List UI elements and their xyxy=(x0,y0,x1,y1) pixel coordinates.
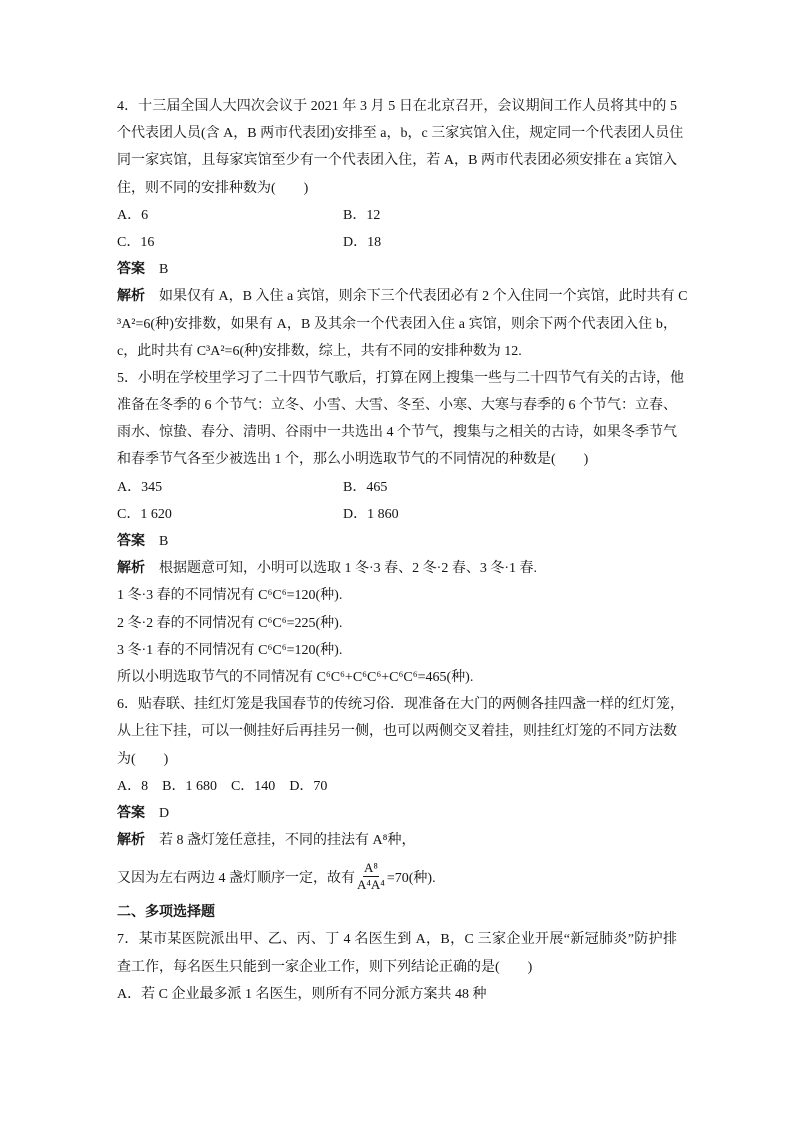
fraction-denominator: A⁴A⁴ xyxy=(357,877,385,893)
q6-stem-line: 为( ) xyxy=(117,751,169,767)
q5-analysis-line xyxy=(117,555,677,582)
answer-label: 答案 xyxy=(117,534,145,549)
analysis-label: 解析 xyxy=(117,561,145,577)
q6-option-b: B．1 680 xyxy=(162,778,217,794)
q5-stem-line: 准备在冬季的 6 个节气：立冬、小雪、大雪、冬至、小寒、大寒与春季的 6 个节气：立春、 xyxy=(117,398,677,414)
q6-analysis-fraction-line xyxy=(117,854,677,899)
fraction-prefix: 又因为左右两边 4 盏灯顺序一定，故有 xyxy=(117,870,355,886)
q4-answer xyxy=(117,256,677,283)
q5-analysis-line: 所以小明选取节气的不同情况有 C⁶C⁶+C⁶C⁶+C⁶C⁶=465(种). xyxy=(117,669,474,685)
q4-options-row xyxy=(117,202,677,229)
q7-option-a: A．若 C 企业最多派 1 名医生，则所有不同分派方案共 48 种 xyxy=(117,986,487,1002)
q4-stem-line: 同一家宾馆，且每家宾馆至少有一个代表团入住，若 A，B 两市代表团必须安排在 a 宾馆入 xyxy=(117,153,677,169)
q5-option-c: C．1 620 xyxy=(117,506,172,522)
analysis-text: 若 8 盏灯笼任意挂，不同的挂法有 A⁸种， xyxy=(159,833,416,849)
analysis-label: 解析 xyxy=(117,833,145,849)
answer-value: B xyxy=(159,262,169,278)
q5-analysis-line: 2 冬·2 春的不同情况有 C⁶C⁶=225(种). xyxy=(117,615,343,631)
q4-option-c: C．16 xyxy=(117,234,155,250)
q4-stem-line: 4．十三届全国人大四次会议于 2021 年 3 月 5 日在北京召开，会议期间工作人员将其中的 5 xyxy=(117,99,677,114)
fraction-suffix: =70(种). xyxy=(386,870,436,886)
answer-label: 答案 xyxy=(117,805,145,821)
analysis-text: 根据题意可知，小明可以选取 1 冬·3 春、2 冬·2 春、3 冬·1 春. xyxy=(159,561,537,577)
q5-option-d: D．1 860 xyxy=(343,506,399,522)
fraction xyxy=(356,860,386,893)
q5-options-row xyxy=(117,501,677,528)
q5-option-b: B．465 xyxy=(343,479,388,495)
q5-option-a: A．345 xyxy=(117,479,163,495)
fraction-numerator: A⁸ xyxy=(363,860,378,876)
q4-analysis-line: c，此时共有 C³A²=6(种)安排数，综上，共有不同的安排种数为 12. xyxy=(117,343,522,359)
q6-analysis-line xyxy=(117,827,677,854)
q6-option-a: A．8 xyxy=(117,778,149,794)
section-heading: 二、多项选择题 xyxy=(117,905,215,921)
q7-stem-line: 查工作，每名医生只能到一家企业工作，则下列结论正确的是( ) xyxy=(117,959,533,975)
q4-stem-line: 住，则不同的安排种数为( ) xyxy=(117,180,309,196)
q4-option-a: A．6 xyxy=(117,207,149,223)
q4-option-d: D．18 xyxy=(343,234,382,250)
q5-analysis-line: 1 冬·3 春的不同情况有 C⁶C⁶=120(种). xyxy=(117,588,343,604)
q5-options-row xyxy=(117,474,677,501)
q5-stem-line: 5．小明在学校里学习了二十四节气歌后，打算在网上搜集一些与二十四节气有关的古诗，他 xyxy=(117,370,684,386)
q4-options-row xyxy=(117,229,677,256)
q4-stem-line: 个代表团人员(含 A，B 两市代表团)安排至 a，b，c 三家宾馆入住，规定同一个代表团人员住 xyxy=(117,126,684,142)
answer-label: 答案 xyxy=(117,262,145,278)
analysis-label: 解析 xyxy=(117,289,145,305)
q6-stem-line: 6．贴春联、挂红灯笼是我国春节的传统习俗．现准备在大门的两侧各挂四盏一样的红灯笼， xyxy=(117,697,684,713)
answer-value: B xyxy=(159,534,169,549)
q6-answer xyxy=(117,800,677,827)
document-content xyxy=(117,93,688,1008)
q6-options-row xyxy=(117,773,677,800)
q7-stem-line: 7．某市某医院派出甲、乙、丙、丁 4 名医生到 A，B，C 三家企业开展“新冠肺炎”防护排 xyxy=(117,932,677,948)
q5-stem-line: 雨水、惊蛰、春分、清明、谷雨中一共选出 4 个节气，搜集与之相关的古诗，如果冬季节气 xyxy=(117,425,677,441)
q6-stem-line: 从上往下挂，可以一侧挂好后再挂另一侧，也可以两侧交叉着挂，则挂红灯笼的不同方法数 xyxy=(117,724,677,740)
q5-analysis-line: 3 冬·1 春的不同情况有 C⁶C⁶=120(种). xyxy=(117,642,343,658)
q5-answer xyxy=(117,528,677,555)
q4-option-b: B．12 xyxy=(343,207,381,223)
q4-analysis-line xyxy=(117,283,688,310)
q4-analysis-line: ³A²=6(种)安排数，如果有 A，B 及其余一个代表团入住 a 宾馆，则余下两个代表团入住 b， xyxy=(117,316,677,332)
q6-option-d: D．70 xyxy=(289,778,328,794)
q6-option-c: C．140 xyxy=(230,778,276,794)
answer-value: D xyxy=(159,805,170,821)
analysis-text: 如果仅有 A，B 入住 a 宾馆，则余下三个代表团必有 2 个入住同一个宾馆，此时共有 C xyxy=(159,289,688,305)
q5-stem-line: 和春季节气各至少被选出 1 个，那么小明选取节气的不同情况的种数是( ) xyxy=(117,452,589,468)
